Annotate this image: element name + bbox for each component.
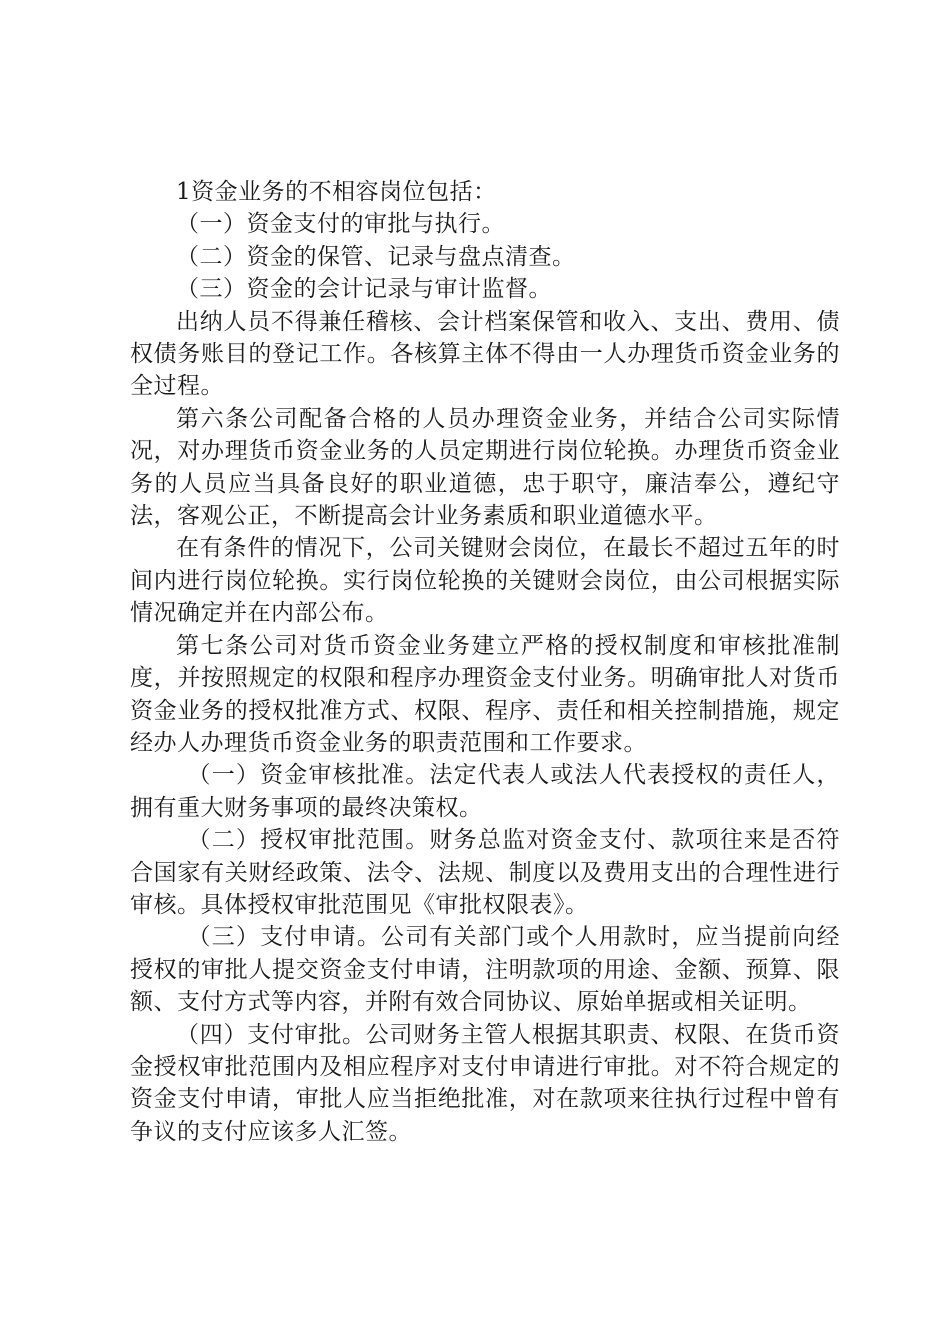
paragraph-article-6: 第六条公司配备合格的人员办理资金业务，并结合公司实际情况，对办理货币资金业务的人员定期进行岗位轮换。办理货币资金业务的人员应当具备良好的职业道德，忠于职守，廉洁奉公，遵纪守法，客观公正，不断提高会计业务素质和职业道德水平。 [130,405,840,530]
paragraph-incompatible-posts-intro: 1资金业务的不相容岗位包括： [176,179,497,205]
paragraph-item-2: （二）资金的保管、记录与盘点清查。 [176,243,576,270]
paragraph-rotation: 在有条件的情况下，公司关键财会岗位，在最长不超过五年的时间内进行岗位轮换。实行岗位轮换的关键财会岗位，由公司根据实际情况确定并在内部公布。 [130,535,840,627]
paragraph-authorization-scope: （二）授权审批范围。财务总监对资金支付、款项往来是否符合国家有关财经政策、法令、法规、制度以及费用支出的合理性进行审核。具体授权审批范围见《审批权限表》。 [130,827,840,918]
paragraph-article-7: 第七条公司对货币资金业务建立严格的授权制度和审核批准制度，并按照规定的权限和程序办理资金支付业务。明确审批人对货币资金业务的授权批准方式、权限、程序、责任和相关控制措施，规定经办人办理货币资金业务的职责范围和工作要求。 [130,632,840,756]
paragraph-item-3: （三）资金的会计记录与审计监督。 [176,276,552,303]
paragraph-item-1: （一）资金支付的审批与执行。 [176,211,505,238]
document-body [130,176,840,1148]
paragraph-payment-request: （三）支付申请。公司有关部门或个人用款时，应当提前向经授权的审批人提交资金支付申请，注明款项的用途、金额、预算、限额、支付方式等内容，并附有效合同协议、原始单据或相关证明。 [130,924,840,1016]
paragraph-approval: （一）资金审核批准。法定代表人或法人代表授权的责任人，拥有重大财务事项的最终决策权。 [130,762,840,821]
paragraph-cashier-rules: 出纳人员不得兼任稽核、会计档案保管和收入、支出、费用、债权债务账目的登记工作。各核算主体不得由一人办理货币资金业务的全过程。 [130,308,840,400]
paragraph-payment-approval: （四）支付审批。公司财务主管人根据其职责、权限、在货币资金授权审批范围内及相应程序对支付申请进行审批。对不符合规定的资金支付申请，审批人应当拒绝批准，对在款项来往执行过程中曾有争议的支付应该多人汇签。 [130,1021,840,1145]
